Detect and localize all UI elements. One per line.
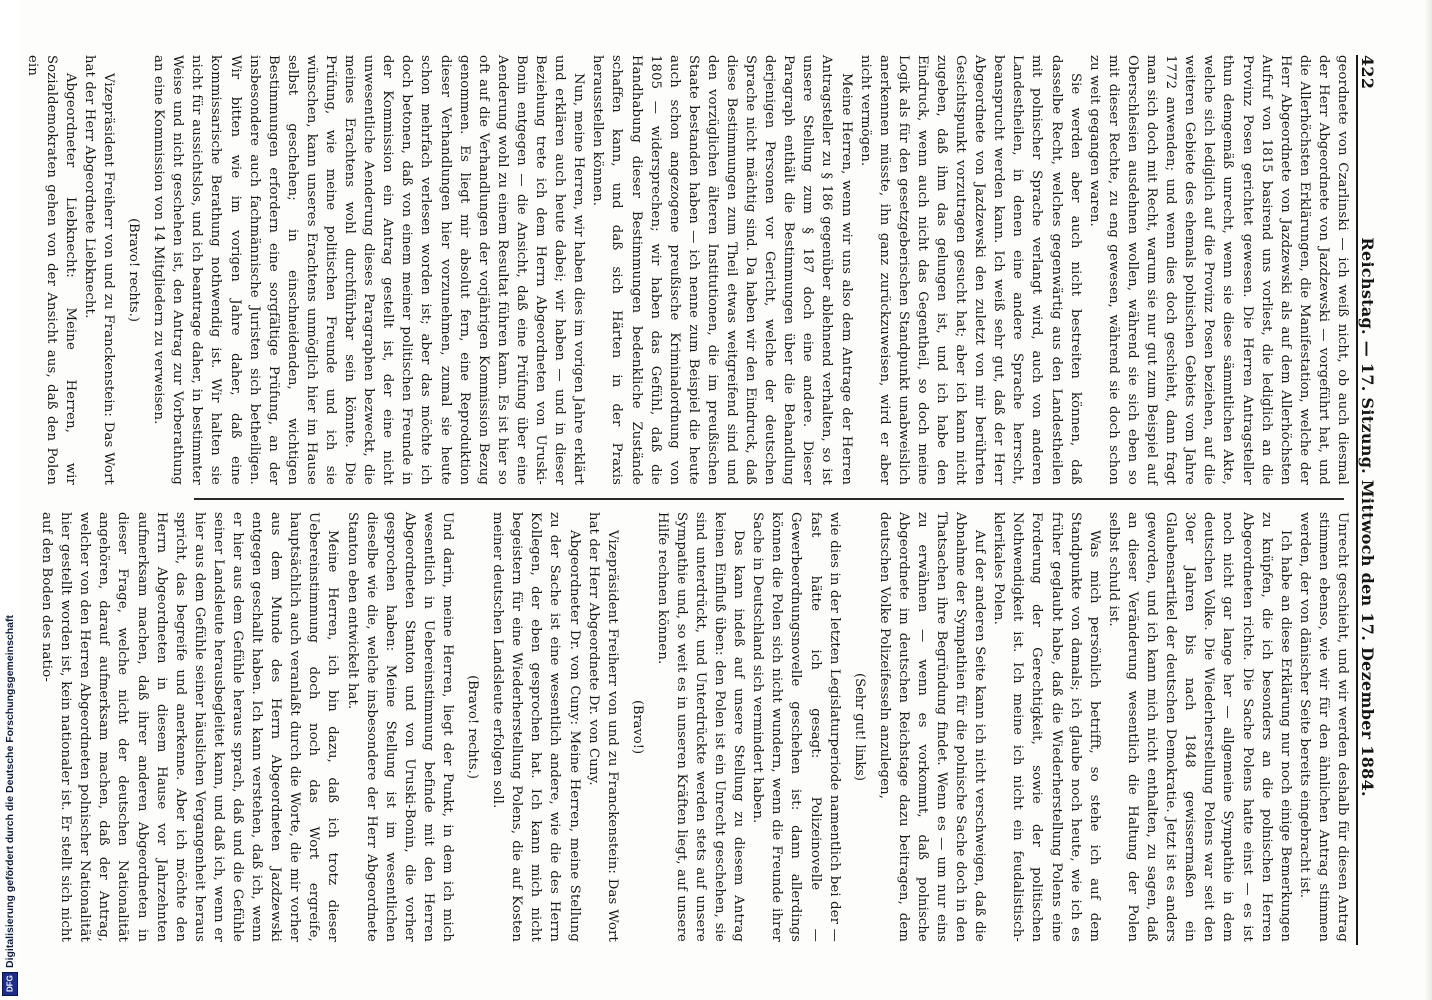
running-title: Reichstag. — 17. Sitzung. Mittwoch den 17. Dezember 1884. bbox=[1358, 237, 1377, 797]
running-header bbox=[1356, 55, 1392, 945]
left-paragraph-2: Sie werden aber auch nicht bestreiten können, daß dasselbe Recht, welches gegenwärtig aus den Landestheilen mit polnischer Sprache verlangt wird, auch von anderen Landestheilen, in denen eine andere Sprache herrscht, beansprucht werden kann. Ich weiß sehr gut, daß der Herr Abgeordnete von Jazdzewski den zuletzt von mir berührten Gesichtspunkt vorzutragen gesucht hat; aber ich kann nicht zugeben, daß ihm das gelungen ist, und ich habe den Eindruck, wenn auch nicht das Gegentheil, so doch meine Logik als für den gesetzgeberischen Standpunkt unabweislich anerkennen müsste, ihn ganz zurückzuweisen, wird er aber nicht vermögen. bbox=[857, 55, 1083, 485]
funding-credit: Digitalisierung gefördert durch die Deutsche Forschungsgemeinschaft bbox=[4, 615, 16, 968]
stage-direction: (Sehr gut! links) bbox=[851, 673, 867, 781]
right-paragraph-1: Unrecht geschieht, und wir werden deshalb für diesen Antrag stimmen ebenso, wie wir für den ähnlichen Antrag stimmen werden, der von dänischer Seite bereits eingebracht ist. bbox=[1296, 512, 1350, 942]
right-paragraph-6: Das kann indeß auf unsere Stellung zu diesem Antrag keinen Einfluß üben: den Polen ist ein Unrecht geschehen, sie sind unterdrückt, und Unterdrückte werden stets auf unsere Sympathie und, so weit es in unseren Kräften liegt, auf unsere Hilfe rechnen können. bbox=[654, 512, 747, 942]
page-number: 422 bbox=[1358, 55, 1377, 90]
right-paragraph-5: wie dies in der letzten Legislaturperiode namentlich bei der — fast hätte ich gesagt: Polizeinovelle — Gewerbeordnungsnovelle geschehen ist: dann allerdings können die Polen sich nicht wundern, wenn die Freunde ihrer Sache in Deutschland sich vermindert haben. bbox=[750, 512, 842, 942]
right-paragraph-2: Ich habe an diese Erklärung nur noch einige Bemerkungen zu knüpfen, die ich besonders an die polnischen Herren Abgeordneten richte. Die Sache Polens hatte einst — es ist noch nicht gar lange her — allgemeine Sympathie in dem deutschen Volke. Die Wiederherstellung Polens war seit den 30er Jahren bis nach 1848 gewissermaßen ein Glaubensartikel der deutschen Demokratie. Jetzt ist es anders geworden, und ich kann mich nicht enthalten, zu sagen, daß an dieser Veränderung wesentlich die Haltung der Polen selbst schuld ist. bbox=[1105, 512, 1293, 942]
right-paragraph-7: Vizepräsident Freiherr von und zu Franckenstein: Das Wort hat der Herr Abgeordnete Dr. von Cuny. bbox=[585, 512, 620, 942]
left-paragraph-3: Meine Herren, wenn wir uns also dem Antrage der Herren Antragsteller zu § 186 gegenüber ablehnend verhalten, so ist unsere Stellung zum § 187 doch eine andere. Dieser Paragraph enthält die Bestimmungen über die Behandlung derjenigen Personen vor Gericht, welche der deutschen Sprache nicht mächtig sind. Da haben wir den Eindruck, daß diese Bestimmungen zum Theil etwas weitgreifend sind und den vorzüglichen älteren Institutionen, die im preußischen Staate bestanden haben — ich nenne zum Beispiel die heute auch schon angezogene preußische Kriminalordnung von 1805 — widersprechen; wir haben das Gefühl, daß die Handhabung dieser Bestimmungen bedenkliche Zustände schaffen kann, und daß sich Härten in der Praxis herausstellen können. bbox=[590, 55, 854, 485]
funding-strip bbox=[0, 0, 20, 1000]
dfg-logo: DFG bbox=[2, 972, 18, 996]
left-paragraph-1: geordnete von Czarlinski — ich weiß nicht, ob auch diesmal der Herr Abgeordnete von Jazdzewski — vorgeführt hat, und die Allerhöchsten Erklärungen, die Manifestation, welche der Herr Abgeordnete von Jazdzewski als auf dem Allerhöchsten Aufruf von 1815 basirend uns vorliest, die lediglich an die Provinz Posen gerichtet gewesen. Die Herren Antragsteller thun demgemäß unrecht, wenn sie diese sämmtlichen Akte, welche sich lediglich auf die Provinz Posen beziehen, auf die weiteren Gebiete des ehemals polnischen Gebiets vom Jahre 1772 anwenden; und wenn dies doch geschieht, dann fragt man sich doch mit Recht, warum sie nur gut zum Beispiel auf Oberschlesien ausdehnen wollen, während sie sich eben so mit dieser Rechte, zu eng gewesen, während sie doch schon zu weit gegangen waren. bbox=[1086, 55, 1350, 485]
left-paragraph-5: Vizepräsident Freiherr von und zu Franckenstein: Das Wort hat der Herr Abgeordnete Liebknecht. bbox=[82, 55, 117, 485]
right-paragraph-8: Abgeordneter Dr. von Cuny: Meine Herren, meine Stellung zu der Sache ist eine wesentlich andere, wie die des Herrn Kollegen, der eben gesprochen hat. Ich kann mich nicht begeistern für eine Wiederherstellung Polens, die auf Kosten meiner deutschen Landsleute erfolgen soll. bbox=[490, 512, 582, 942]
left-paragraph-4: Nun, meine Herren, wir haben dies im vorigen Jahre erklärt und erklären auch heute dabei; wir haben — und in dieser Beziehung trete ich dem Herrn Abgeordneten von Uruski-Bonin entgegen — die Ansicht, daß eine Prüfung über eine Aenderung wohl zu einem Resultat führen kann. Es ist hier so oft auf die Verhandlungen der vorjährigen Kommission Bezug genommen. Es liegt mir absolut fern, eine Reproduktion dieser Verhandlungen hier vorzunehmen, zumal sie heute schon mehrfach verlesen worden ist; aber das möchte ich doch betonen, daß von einem meiner politischen Freunde in der Kommission ein Antrag gestellt ist, der eine nicht unwesentliche Aenderung dieses Paragraphen bezweckt, die meines Erachtens wohl durchführbar sein könnte. Die Prüfung, wie meine politischen Freunde und ich sie wünschen, kann unseres Erachtens unmöglich hier im Hause selbst geschehen; in einschneidenden, wichtigen Bestimmungen erfordern eine sorgfältige Prüfung, an der insbesondere auch fachmännische Juristen sich betheiligen. Wir bitten wie im vorigen Jahre daher, daß eine kommissarische Berathung nothwendig ist. Wir halten sie nicht für aussichtslos, und ich beantrage daher, in bestimmter Weise und nicht geschehen ist, den Antrag zur Vorberathung an eine Kommission von 14 Mitgliedern zu verweisen. bbox=[151, 55, 587, 485]
right-paragraph-4: Auf der anderen Seite kann ich nicht verschweigen, daß die Abnahme der Sympathien für die polnische Sache doch in den Thatsachen ihre Begründung findet. Wenn es — um nur eins zu erwähnen — wenn es vorkommt, daß polnische Abgeordnete im deutschen Reichstage dazu beitragen, dem deutschen Volke Polizeifesseln anzulegen, bbox=[876, 512, 988, 942]
stage-direction: (Bravo! rechts.) bbox=[126, 218, 142, 322]
right-paragraph-3: Was mich persönlich betrifft, so stehe ich auf dem Standpunkte von damals; ich glaube noch heute, wie ich es früher geglaubt habe, daß die Wiederherstellung Polens eine Forderung der Gerechtigkeit, sowie der politischen Nothwendigkeit ist. Ich meine ich nicht ein feudalistisch-klerikales Polen. bbox=[991, 512, 1102, 942]
stage-direction: (Bravo!) bbox=[629, 699, 645, 755]
column-divider bbox=[194, 498, 1344, 500]
rotated-print-sheet bbox=[26, 0, 1396, 1000]
right-paragraph-9: Und darin, meine Herren, liegt der Punkt, in dem ich mich wesentlich in Uebereinstimmung befinde mit den Herren Abgeordneten Stanton und von Uruski-Bonin, die vorher gesprochen haben: Meine Stellung ist im wesentlichen dieselbe wie die, welche insbesondere der Herr Abgeordnete Stanton eben entwickelt hat. bbox=[344, 512, 456, 942]
left-paragraph-6: Abgeordneter Liebknecht: Meine Herren, wir Sozialdemokraten gehen von der Ansicht aus, daß den Polen ein bbox=[24, 55, 78, 485]
left-column bbox=[24, 55, 1352, 485]
page-edge-shadow bbox=[1424, 0, 1432, 1000]
right-paragraph-10: Meine Herren, ich bin dazu, daß ich trotz dieser Uebereinstimmung doch noch das Wort ergreife, hauptsächlich auch veranlaßt durch die Worte, die mir vorher aus dem Munde des Herrn Abgeordneten Jazdzewski entgegen geschallt haben. Ich kann verstehen, daß ich, wenn er hier aus dem Gefühle heraus sprach, daß und die Gefühle seiner Landsleute herausbegleitet kann, und daß ich, wenn er hier aus dem Gefühle seiner häuslichen Vergangenheit heraus spricht, das begreife und anerkenne. Aber ich möchte den Herrn Abgeordneten in diesem Hause vor Jahrzehnten aufmerksam machen, daß ihrer anderen Abgeordneten in dieser Frage, welche nicht der deutschen Nationalität angehören, darauf aufmerksam machen, daß der Antrag, welcher von den Herren Abgeordneten polnischer Nationalität hier gestellt worden ist, kein nationaler ist. Er stellt sich nicht auf den Boden des natio- bbox=[39, 512, 341, 942]
right-column bbox=[39, 512, 1352, 942]
stage-direction: (Bravo! rechts.) bbox=[465, 675, 481, 779]
